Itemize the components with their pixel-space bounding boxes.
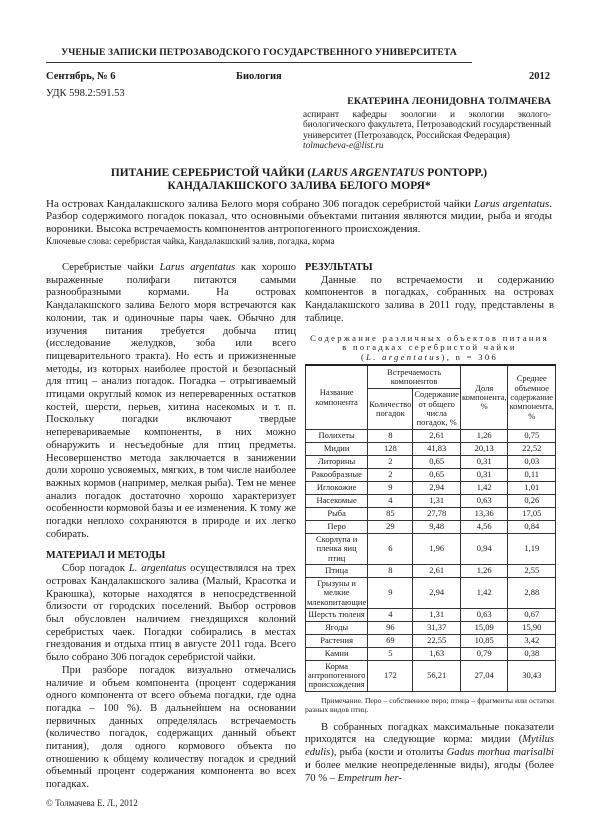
cell-count: 5 [368, 647, 413, 660]
cell-percent: 1,31 [413, 608, 461, 621]
cell-share: 13,36 [460, 508, 508, 521]
cell-percent: 2,94 [413, 482, 461, 495]
cell-percent: 27,78 [413, 508, 461, 521]
table-row [306, 647, 556, 660]
cell-share: 0,94 [460, 534, 508, 565]
cell-volume: 0,26 [508, 495, 556, 508]
section-label: Биология [236, 71, 282, 82]
cell-percent: 22,55 [413, 634, 461, 647]
header-name: Название компонента [306, 365, 368, 429]
header-occurrence: Встречаемость компонентов [368, 365, 461, 388]
cell-share: 10,85 [460, 634, 508, 647]
cell-share: 0,63 [460, 495, 508, 508]
results2-text-3: и более мелкие неопределенные виды), ягоды (более 70 % – [305, 759, 554, 784]
cell-name: Перо [306, 521, 368, 534]
results2-text-2: ), рыба (кости и отолиты [330, 747, 447, 759]
cell-volume: 0,67 [508, 608, 556, 621]
author-email[interactable]: tolmacheva-e@list.ru [303, 141, 384, 152]
results-paragraph-2 [305, 722, 554, 786]
cell-name: Растения [306, 634, 368, 647]
table-row [306, 469, 556, 482]
cell-name: Грызуны и мелкие млекопитающие [307, 577, 367, 607]
cell-name: Иглокожие [306, 482, 368, 495]
table-row [306, 443, 556, 456]
keywords: Ключевые слова: серебристая чайка, Кандалакшский залив, погадка, корма [46, 236, 335, 246]
cell-count: 8 [368, 564, 413, 577]
cell-count: 128 [368, 443, 413, 456]
cell-volume: 3,42 [508, 634, 556, 647]
cell-share: 0,79 [460, 647, 508, 660]
cell-percent: 1,63 [413, 647, 461, 660]
cell-volume: 0,11 [508, 469, 556, 482]
journal-title: УЧЕНЫЕ ЗАПИСКИ ПЕТРОЗАВОДСКОГО ГОСУДАРСТВЕННОГО УНИВЕРСИТЕТА [61, 47, 457, 58]
cell-volume: 2,88 [508, 577, 556, 608]
methods-heading: МАТЕРИАЛ И МЕТОДЫ [46, 550, 166, 562]
caption-close: ), n = 306 [441, 351, 499, 362]
table-row [306, 564, 556, 577]
header-percent: Содержание от общего числа погадок, % [413, 388, 461, 429]
table-row [306, 577, 556, 608]
results2-latin-mytilus: Mytilus edulis [305, 734, 554, 759]
title-text: ПИТАНИЕ СЕРЕБРИСТОЙ ЧАЙКИ ( [110, 167, 312, 179]
header-divider [46, 62, 472, 63]
cell-share: 1,42 [460, 577, 508, 608]
cell-percent: 41,83 [413, 443, 461, 456]
cell-count: 69 [368, 634, 413, 647]
abstract-text: На островах Кандалакшского залива Белого моря собрано 306 погадок серебристой чайки [46, 198, 474, 210]
cell-name: Птица [306, 564, 368, 577]
methods-latin: L. argentatus [128, 563, 187, 575]
cell-name: Мидии [306, 443, 368, 456]
cell-count: 4 [368, 495, 413, 508]
abstract-latin: Larus argentatus [473, 198, 550, 210]
header-count: Количество погадок [368, 388, 413, 429]
methods-text: Сбор погадок [62, 563, 129, 575]
table-caption [305, 334, 554, 363]
results-paragraph-1: Данные по встречаемости и содержанию компонентов в погадках, собранных на островах Кандалакшского залива в 2011 году, представлены в таблице. [305, 274, 554, 324]
cell-name: Насекомые [306, 495, 368, 508]
cell-name: Шерсть тюленя [306, 608, 368, 621]
cell-count: 6 [368, 534, 413, 565]
methods-paragraph-1 [46, 563, 296, 665]
table-row [306, 456, 556, 469]
table-row [306, 660, 556, 691]
cell-volume: 0,38 [508, 647, 556, 660]
title-text-end: PONTOPP.) [424, 167, 488, 179]
caption-open: ( [360, 351, 367, 362]
cell-share: 1,42 [460, 482, 508, 495]
abstract [46, 198, 552, 235]
right-column [305, 262, 554, 785]
table-row [306, 608, 556, 621]
cell-percent: 0,65 [413, 456, 461, 469]
title-line2: КАНДАЛАКШСКОГО ЗАЛИВА БЕЛОГО МОРЯ* [167, 180, 431, 192]
year-label: 2012 [529, 71, 550, 82]
results2-text: В собранных погадках максимальные показатели приходятся на следующие корма: мидии ( [305, 721, 554, 746]
results2-latin-empetrum: Empetrum her- [337, 772, 402, 784]
cell-count: 2 [368, 469, 413, 482]
cell-volume: 2,55 [508, 564, 556, 577]
table-row [306, 508, 556, 521]
cell-percent: 2,61 [413, 430, 461, 443]
article-title [46, 167, 552, 193]
cell-count: 9 [368, 482, 413, 495]
cell-name: Рыба [306, 508, 368, 521]
intro-text-end: как хорошо выраженные полифаги питаются самыми разнообразными кормами. На островах Кандалакшского залива Белого моря встречаются как колонии, так и одиночные пары чаек. Обычно для изучения питания требуется добыча птиц (исследование желудков, зоба или всего пищеварительного тракта). Но есть и прижизненные методы, из которых наиболее простой и безопасный для птиц – анализ погадок. Погадка – отрыгиваемый птицами округлый комок из непереваренных остатков костей, шерсти, перьев, хитина насекомых и т. п. Поскольку погадки включают твердые неперевариваемые компоненты, в них можно обнаружить и несъедобные для птиц предметы. Несовершенство метода заключается в занижении доли хорошо усвояемых, мягких, в том числе наиболее важных кормов (например, мелкая рыба). Тем не менее анализ погадок достаточно хорошо характеризует особенности кормовой базы и ее изменения. К тому же погадки неплохо сохраняются в природе и их легко собирать. [46, 262, 296, 540]
cell-name: Корма антропогенного происхождения [306, 660, 368, 691]
table-row [306, 482, 556, 495]
cell-count: 2 [368, 456, 413, 469]
copyright: © Толмачева Е. Л., 2012 [46, 798, 138, 808]
cell-volume: 30,43 [508, 660, 556, 691]
cell-volume: 0,75 [508, 430, 556, 443]
title-latin: LARUS ARGENTATUS [311, 167, 425, 179]
results-heading: РЕЗУЛЬТАТЫ [305, 262, 373, 273]
cell-count: 85 [368, 508, 413, 521]
cell-name: Скорлупа и пленка яиц птиц [306, 534, 368, 565]
left-column [46, 262, 296, 792]
cell-share: 20,13 [460, 443, 508, 456]
cell-percent: 1,96 [413, 534, 461, 565]
author-affiliation-text: аспирант кафедры зоологии и экологии эколого-биологического факультета, Петрозаводский государственный университет (Петрозаводск, Российская Федерация) [303, 109, 551, 141]
cell-share: 0,31 [460, 469, 508, 482]
table-row [306, 534, 556, 565]
caption-latin: L. argentatus [366, 351, 442, 362]
cell-percent: 56,21 [413, 660, 461, 691]
cell-share: 1,26 [460, 430, 508, 443]
cell-volume: 0,03 [508, 456, 556, 469]
cell-volume: 1,01 [508, 482, 556, 495]
table-row [306, 621, 556, 634]
cell-share: 27,04 [460, 660, 508, 691]
cell-volume: 22,52 [508, 443, 556, 456]
author-affiliation [303, 110, 551, 152]
table-note: Примечание. Перо – собственное перо; птица – фрагменты или остатки разных видов птиц. [305, 695, 554, 714]
cell-name: Литорины [306, 456, 368, 469]
cell-percent: 2,61 [413, 564, 461, 577]
cell-name: Ягоды [306, 621, 368, 634]
cell-count: 9 [368, 577, 413, 608]
cell-name: Камни [306, 647, 368, 660]
cell-volume: 15,90 [508, 621, 556, 634]
cell-count: 4 [368, 608, 413, 621]
cell-percent: 31,37 [413, 621, 461, 634]
methods-text-end: осуществлялся на трех островах Кандалакшского залива (Малый, Красотка и Краюшка), которые находятся в непосредственной близости от городских поселений. Выбор островов был обусловлен наличием гнездящихся колоний серебристых чаек. Погадки собирались в местах гнездования и отдыха птиц в августе 2011 года. Всего было собрано 306 погадок серебристой чайки. [46, 563, 296, 664]
intro-paragraph [46, 262, 296, 541]
cell-percent: 1,31 [413, 495, 461, 508]
cell-name: Полихеты [306, 430, 368, 443]
table-row [306, 634, 556, 647]
cell-count: 8 [368, 430, 413, 443]
table-row [306, 495, 556, 508]
table-row [306, 521, 556, 534]
cell-share: 0,63 [460, 608, 508, 621]
cell-count: 96 [368, 621, 413, 634]
intro-latin: Larus argentatus [159, 262, 236, 273]
caption-line2: в погадках серебристой чайки [342, 342, 517, 353]
cell-share: 0,31 [460, 456, 508, 469]
cell-name: Ракообразные [306, 469, 368, 482]
cell-share: 1,26 [460, 564, 508, 577]
cell-percent: 2,94 [413, 577, 461, 608]
header-mean-volume: Среднее объемное содержание компонента, % [508, 365, 556, 429]
intro-text: Серебристые чайки [62, 262, 160, 273]
table-row [306, 430, 556, 443]
header-share: Доля компонента, % [460, 365, 508, 429]
caption-line1: Содержание различных объектов питания [310, 332, 549, 343]
cell-percent: 9,48 [413, 521, 461, 534]
cell-percent: 0,65 [413, 469, 461, 482]
cell-count: 172 [368, 660, 413, 691]
methods-paragraph-2: При разборе погадок визуально отмечались наличие и объем компонента (процент содержания одного компонента от всего объема погадки, где одна погадка – 100 %). В дальнейшем на основании первичных данных определялась встречаемость (количество погадок, содержащих данный объект питания), доля одного кормового объекта по отношению к общему количеству погадок и средний объемный процент содержания компонента во всех погадках. [46, 664, 296, 791]
table-body [306, 430, 556, 692]
cell-share: 15,09 [460, 621, 508, 634]
diet-table [305, 364, 556, 691]
udk-code: УДК 598.2:591.53 [46, 88, 125, 99]
cell-volume: 0,84 [508, 521, 556, 534]
cell-count: 29 [368, 521, 413, 534]
issue-label: Сентябрь, № 6 [46, 71, 116, 82]
cell-share: 4,56 [460, 521, 508, 534]
author-name: ЕКАТЕРИНА ЛЕОНИДОВНА ТОЛМАЧЕВА [347, 96, 551, 107]
cell-volume: 1,19 [508, 534, 556, 565]
cell-volume: 17,05 [508, 508, 556, 521]
author-block [303, 97, 551, 152]
abstract-text-end: . Разбор содержимого погадок показал, что основными объектами питания являются мидии, рыба и ягоды вороники. Высока встречаемость компонентов антропогенного происхождения. [46, 198, 553, 235]
results2-latin-gadus: Gadus morhua marisalbi [446, 747, 554, 759]
